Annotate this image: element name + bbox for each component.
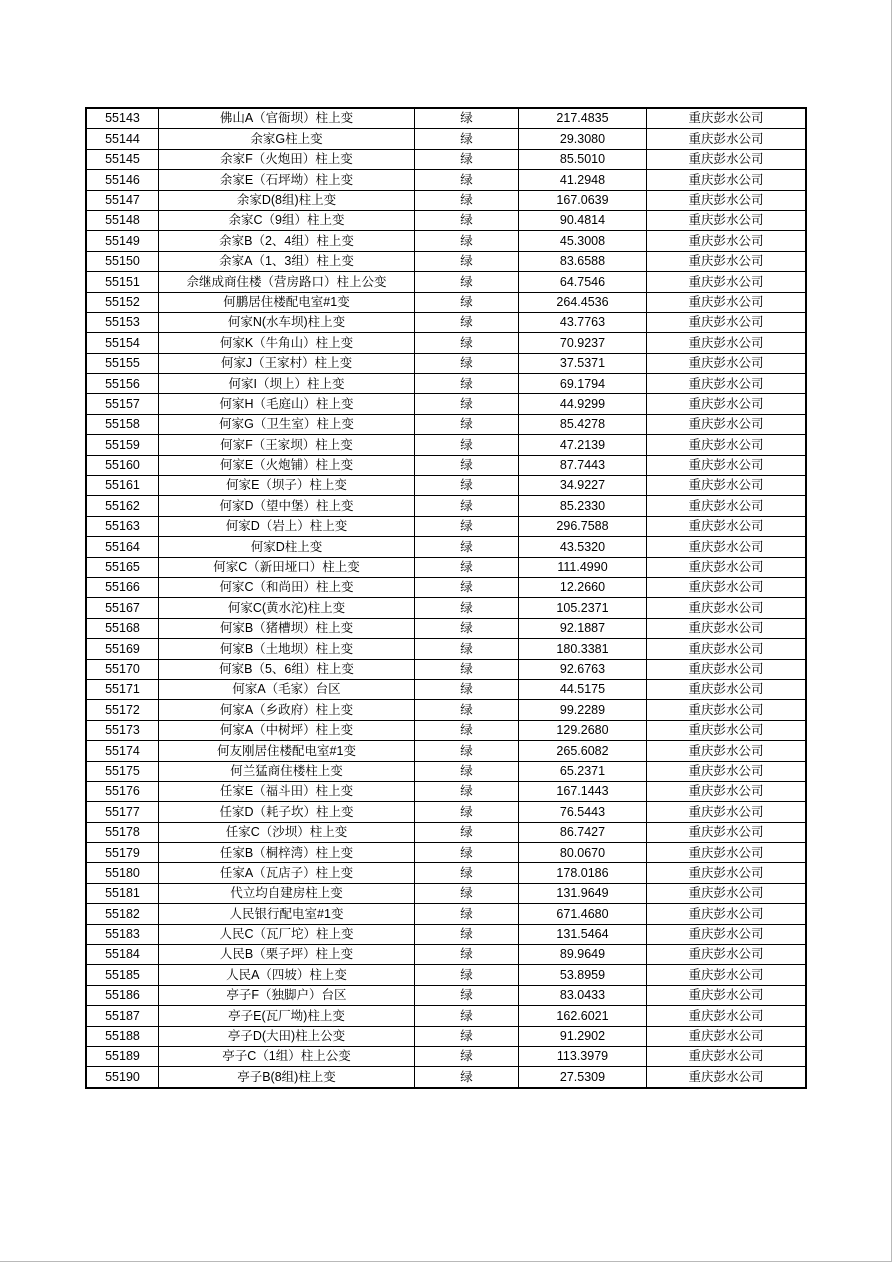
cell-status: 绿 <box>415 394 519 414</box>
table-row <box>86 965 806 985</box>
cell-id: 55151 <box>86 272 159 292</box>
cell-id: 55173 <box>86 720 159 740</box>
cell-name: 亭子E(瓦厂坳)柱上变 <box>159 1006 415 1026</box>
cell-name: 任家C（沙坝）柱上变 <box>159 822 415 842</box>
table-row <box>86 292 806 312</box>
cell-company: 重庆彭水公司 <box>647 394 807 414</box>
table-row <box>86 435 806 455</box>
table-row <box>86 618 806 638</box>
cell-name: 何家J（王家村）柱上变 <box>159 353 415 373</box>
cell-value: 44.9299 <box>519 394 647 414</box>
table-row <box>86 945 806 965</box>
cell-value: 44.5175 <box>519 679 647 699</box>
table-row <box>86 251 806 271</box>
cell-id: 55172 <box>86 700 159 720</box>
cell-id: 55184 <box>86 945 159 965</box>
cell-company: 重庆彭水公司 <box>647 1067 807 1088</box>
cell-status: 绿 <box>415 516 519 536</box>
cell-company: 重庆彭水公司 <box>647 129 807 149</box>
cell-name: 余家C（9组）柱上变 <box>159 210 415 230</box>
cell-value: 85.4278 <box>519 414 647 434</box>
table-row <box>86 761 806 781</box>
cell-id: 55152 <box>86 292 159 312</box>
cell-status: 绿 <box>415 353 519 373</box>
table-row <box>86 537 806 557</box>
cell-id: 55167 <box>86 598 159 618</box>
cell-status: 绿 <box>415 639 519 659</box>
cell-company: 重庆彭水公司 <box>647 516 807 536</box>
cell-id: 55146 <box>86 170 159 190</box>
cell-id: 55158 <box>86 414 159 434</box>
cell-company: 重庆彭水公司 <box>647 679 807 699</box>
cell-value: 27.5309 <box>519 1067 647 1088</box>
cell-value: 37.5371 <box>519 353 647 373</box>
cell-name: 亭子C（1组）柱上公变 <box>159 1046 415 1066</box>
cell-company: 重庆彭水公司 <box>647 924 807 944</box>
cell-id: 55178 <box>86 822 159 842</box>
cell-value: 167.1443 <box>519 781 647 801</box>
cell-id: 55190 <box>86 1067 159 1088</box>
cell-value: 65.2371 <box>519 761 647 781</box>
cell-value: 69.1794 <box>519 374 647 394</box>
cell-value: 91.2902 <box>519 1026 647 1046</box>
cell-company: 重庆彭水公司 <box>647 190 807 210</box>
cell-name: 余家B（2、4组）柱上变 <box>159 231 415 251</box>
cell-company: 重庆彭水公司 <box>647 537 807 557</box>
cell-name: 何鹏居住楼配电室#1变 <box>159 292 415 312</box>
cell-name: 亭子B(8组)柱上变 <box>159 1067 415 1088</box>
table-row <box>86 598 806 618</box>
cell-status: 绿 <box>415 374 519 394</box>
cell-id: 55171 <box>86 679 159 699</box>
cell-status: 绿 <box>415 190 519 210</box>
cell-company: 重庆彭水公司 <box>647 312 807 332</box>
cell-name: 何家G（卫生室）柱上变 <box>159 414 415 434</box>
cell-id: 55144 <box>86 129 159 149</box>
cell-status: 绿 <box>415 577 519 597</box>
cell-id: 55180 <box>86 863 159 883</box>
cell-status: 绿 <box>415 700 519 720</box>
table-row <box>86 496 806 516</box>
cell-id: 55150 <box>86 251 159 271</box>
cell-value: 92.6763 <box>519 659 647 679</box>
cell-company: 重庆彭水公司 <box>647 210 807 230</box>
cell-id: 55170 <box>86 659 159 679</box>
cell-company: 重庆彭水公司 <box>647 781 807 801</box>
cell-company: 重庆彭水公司 <box>647 761 807 781</box>
cell-status: 绿 <box>415 129 519 149</box>
cell-value: 12.2660 <box>519 577 647 597</box>
cell-name: 佘继成商住楼（营房路口）柱上公变 <box>159 272 415 292</box>
table-row <box>86 210 806 230</box>
cell-company: 重庆彭水公司 <box>647 883 807 903</box>
cell-status: 绿 <box>415 333 519 353</box>
cell-company: 重庆彭水公司 <box>647 700 807 720</box>
cell-company: 重庆彭水公司 <box>647 863 807 883</box>
table-row <box>86 414 806 434</box>
cell-id: 55179 <box>86 843 159 863</box>
cell-id: 55155 <box>86 353 159 373</box>
cell-company: 重庆彭水公司 <box>647 455 807 475</box>
cell-status: 绿 <box>415 557 519 577</box>
table-row <box>86 843 806 863</box>
table-row <box>86 822 806 842</box>
table-row <box>86 639 806 659</box>
cell-status: 绿 <box>415 149 519 169</box>
cell-status: 绿 <box>415 924 519 944</box>
cell-id: 55176 <box>86 781 159 801</box>
cell-name: 何家E（火炮铺）柱上变 <box>159 455 415 475</box>
table-row <box>86 883 806 903</box>
cell-status: 绿 <box>415 802 519 822</box>
cell-status: 绿 <box>415 1067 519 1088</box>
cell-id: 55153 <box>86 312 159 332</box>
cell-status: 绿 <box>415 455 519 475</box>
cell-company: 重庆彭水公司 <box>647 1026 807 1046</box>
cell-company: 重庆彭水公司 <box>647 945 807 965</box>
cell-name: 何家F（王家坝）柱上变 <box>159 435 415 455</box>
cell-name: 任家E（福斗田）柱上变 <box>159 781 415 801</box>
table-row <box>86 1067 806 1088</box>
cell-status: 绿 <box>415 679 519 699</box>
cell-id: 55164 <box>86 537 159 557</box>
cell-id: 55175 <box>86 761 159 781</box>
cell-company: 重庆彭水公司 <box>647 476 807 496</box>
cell-id: 55188 <box>86 1026 159 1046</box>
cell-company: 重庆彭水公司 <box>647 251 807 271</box>
cell-status: 绿 <box>415 272 519 292</box>
cell-value: 43.5320 <box>519 537 647 557</box>
cell-name: 何家C(黄水沱)柱上变 <box>159 598 415 618</box>
cell-status: 绿 <box>415 904 519 924</box>
cell-value: 671.4680 <box>519 904 647 924</box>
cell-status: 绿 <box>415 170 519 190</box>
cell-id: 55156 <box>86 374 159 394</box>
cell-name: 余家D(8组)柱上变 <box>159 190 415 210</box>
cell-company: 重庆彭水公司 <box>647 639 807 659</box>
cell-id: 55182 <box>86 904 159 924</box>
cell-value: 131.9649 <box>519 883 647 903</box>
cell-company: 重庆彭水公司 <box>647 231 807 251</box>
cell-name: 何家D（望中堡）柱上变 <box>159 496 415 516</box>
cell-name: 何家N(水车坝)柱上变 <box>159 312 415 332</box>
table-row <box>86 985 806 1005</box>
cell-company: 重庆彭水公司 <box>647 802 807 822</box>
table-row <box>86 679 806 699</box>
cell-status: 绿 <box>415 598 519 618</box>
table-row <box>86 904 806 924</box>
cell-company: 重庆彭水公司 <box>647 904 807 924</box>
cell-id: 55149 <box>86 231 159 251</box>
cell-name: 何家B（土地坝）柱上变 <box>159 639 415 659</box>
cell-value: 64.7546 <box>519 272 647 292</box>
cell-name: 亭子F（独脚户）台区 <box>159 985 415 1005</box>
cell-company: 重庆彭水公司 <box>647 720 807 740</box>
cell-value: 265.6082 <box>519 741 647 761</box>
cell-name: 何家I（坝上）柱上变 <box>159 374 415 394</box>
cell-value: 87.7443 <box>519 455 647 475</box>
table-row <box>86 863 806 883</box>
cell-company: 重庆彭水公司 <box>647 843 807 863</box>
cell-value: 80.0670 <box>519 843 647 863</box>
cell-value: 129.2680 <box>519 720 647 740</box>
table-row <box>86 577 806 597</box>
table-row <box>86 516 806 536</box>
cell-value: 76.5443 <box>519 802 647 822</box>
cell-id: 55186 <box>86 985 159 1005</box>
cell-id: 55154 <box>86 333 159 353</box>
table-row <box>86 455 806 475</box>
cell-value: 264.4536 <box>519 292 647 312</box>
cell-value: 162.6021 <box>519 1006 647 1026</box>
cell-status: 绿 <box>415 843 519 863</box>
cell-company: 重庆彭水公司 <box>647 985 807 1005</box>
cell-status: 绿 <box>415 476 519 496</box>
cell-company: 重庆彭水公司 <box>647 353 807 373</box>
table-row <box>86 231 806 251</box>
cell-id: 55168 <box>86 618 159 638</box>
cell-value: 180.3381 <box>519 639 647 659</box>
cell-name: 何家C（新田垭口）柱上变 <box>159 557 415 577</box>
cell-company: 重庆彭水公司 <box>647 1046 807 1066</box>
table-row <box>86 476 806 496</box>
table-row <box>86 333 806 353</box>
table-row <box>86 1006 806 1026</box>
cell-id: 55185 <box>86 965 159 985</box>
table-row <box>86 190 806 210</box>
cell-id: 55174 <box>86 741 159 761</box>
cell-name: 余家G柱上变 <box>159 129 415 149</box>
table-row <box>86 700 806 720</box>
cell-status: 绿 <box>415 659 519 679</box>
cell-status: 绿 <box>415 822 519 842</box>
cell-name: 人民C（瓦厂坨）柱上变 <box>159 924 415 944</box>
cell-status: 绿 <box>415 1046 519 1066</box>
cell-value: 83.6588 <box>519 251 647 271</box>
cell-value: 85.5010 <box>519 149 647 169</box>
table-row <box>86 557 806 577</box>
table-row <box>86 924 806 944</box>
cell-id: 55162 <box>86 496 159 516</box>
table-body <box>86 108 806 1088</box>
cell-company: 重庆彭水公司 <box>647 822 807 842</box>
cell-status: 绿 <box>415 781 519 801</box>
cell-name: 何家E（坝子）柱上变 <box>159 476 415 496</box>
cell-status: 绿 <box>415 312 519 332</box>
cell-id: 55183 <box>86 924 159 944</box>
cell-company: 重庆彭水公司 <box>647 333 807 353</box>
cell-name: 何家A（毛家）台区 <box>159 679 415 699</box>
table-row <box>86 781 806 801</box>
cell-id: 55187 <box>86 1006 159 1026</box>
cell-company: 重庆彭水公司 <box>647 1006 807 1026</box>
cell-company: 重庆彭水公司 <box>647 272 807 292</box>
table-row <box>86 1046 806 1066</box>
cell-status: 绿 <box>415 720 519 740</box>
table-row <box>86 312 806 332</box>
cell-id: 55160 <box>86 455 159 475</box>
cell-status: 绿 <box>415 883 519 903</box>
cell-value: 90.4814 <box>519 210 647 230</box>
cell-status: 绿 <box>415 210 519 230</box>
cell-value: 43.7763 <box>519 312 647 332</box>
table-row <box>86 374 806 394</box>
cell-name: 何家A（中树坪）柱上变 <box>159 720 415 740</box>
table-row <box>86 394 806 414</box>
cell-name: 人民B（栗子坪）柱上变 <box>159 945 415 965</box>
cell-name: 余家A（1、3组）柱上变 <box>159 251 415 271</box>
cell-status: 绿 <box>415 741 519 761</box>
table-row <box>86 272 806 292</box>
cell-name: 何家B（猪槽坝）柱上变 <box>159 618 415 638</box>
cell-value: 45.3008 <box>519 231 647 251</box>
cell-status: 绿 <box>415 1006 519 1026</box>
cell-status: 绿 <box>415 618 519 638</box>
cell-name: 何友刚居住楼配电室#1变 <box>159 741 415 761</box>
cell-status: 绿 <box>415 945 519 965</box>
cell-value: 86.7427 <box>519 822 647 842</box>
cell-status: 绿 <box>415 496 519 516</box>
cell-id: 55159 <box>86 435 159 455</box>
cell-name: 何家C（和尚田）柱上变 <box>159 577 415 597</box>
cell-id: 55145 <box>86 149 159 169</box>
table-row <box>86 129 806 149</box>
document-sheet <box>85 107 807 1089</box>
cell-name: 人民A（四坡）柱上变 <box>159 965 415 985</box>
cell-status: 绿 <box>415 414 519 434</box>
table-row <box>86 741 806 761</box>
cell-status: 绿 <box>415 985 519 1005</box>
cell-company: 重庆彭水公司 <box>647 149 807 169</box>
cell-value: 85.2330 <box>519 496 647 516</box>
cell-value: 217.4835 <box>519 108 647 129</box>
cell-name: 人民银行配电室#1变 <box>159 904 415 924</box>
cell-company: 重庆彭水公司 <box>647 374 807 394</box>
cell-name: 余家F（火炮田）柱上变 <box>159 149 415 169</box>
cell-name: 任家A（瓦店子）柱上变 <box>159 863 415 883</box>
cell-id: 55166 <box>86 577 159 597</box>
cell-value: 34.9227 <box>519 476 647 496</box>
transformer-table <box>85 107 807 1089</box>
cell-value: 83.0433 <box>519 985 647 1005</box>
table-row <box>86 149 806 169</box>
cell-company: 重庆彭水公司 <box>647 965 807 985</box>
cell-value: 70.9237 <box>519 333 647 353</box>
cell-company: 重庆彭水公司 <box>647 292 807 312</box>
cell-company: 重庆彭水公司 <box>647 577 807 597</box>
cell-company: 重庆彭水公司 <box>647 741 807 761</box>
cell-id: 55157 <box>86 394 159 414</box>
cell-value: 99.2289 <box>519 700 647 720</box>
cell-name: 任家B（桐梓湾）柱上变 <box>159 843 415 863</box>
table-row <box>86 720 806 740</box>
cell-value: 41.2948 <box>519 170 647 190</box>
cell-status: 绿 <box>415 292 519 312</box>
cell-id: 55143 <box>86 108 159 129</box>
cell-id: 55161 <box>86 476 159 496</box>
cell-company: 重庆彭水公司 <box>647 618 807 638</box>
cell-value: 29.3080 <box>519 129 647 149</box>
cell-value: 296.7588 <box>519 516 647 536</box>
cell-value: 105.2371 <box>519 598 647 618</box>
cell-name: 何家D（岩上）柱上变 <box>159 516 415 536</box>
table-row <box>86 108 806 129</box>
table-row <box>86 170 806 190</box>
cell-status: 绿 <box>415 1026 519 1046</box>
table-row <box>86 802 806 822</box>
cell-value: 53.8959 <box>519 965 647 985</box>
cell-value: 92.1887 <box>519 618 647 638</box>
cell-name: 何家D柱上变 <box>159 537 415 557</box>
cell-name: 何兰猛商住楼柱上变 <box>159 761 415 781</box>
cell-name: 佛山A（官衙坝）柱上变 <box>159 108 415 129</box>
cell-company: 重庆彭水公司 <box>647 170 807 190</box>
cell-value: 111.4990 <box>519 557 647 577</box>
cell-id: 55148 <box>86 210 159 230</box>
cell-status: 绿 <box>415 863 519 883</box>
cell-id: 55163 <box>86 516 159 536</box>
cell-id: 55181 <box>86 883 159 903</box>
cell-name: 何家A（乡政府）柱上变 <box>159 700 415 720</box>
cell-id: 55165 <box>86 557 159 577</box>
cell-name: 何家H（毛庭山）柱上变 <box>159 394 415 414</box>
table-row <box>86 1026 806 1046</box>
cell-value: 131.5464 <box>519 924 647 944</box>
cell-id: 55169 <box>86 639 159 659</box>
cell-name: 任家D（耗子坎）柱上变 <box>159 802 415 822</box>
cell-status: 绿 <box>415 537 519 557</box>
cell-status: 绿 <box>415 251 519 271</box>
cell-value: 178.0186 <box>519 863 647 883</box>
cell-name: 何家B（5、6组）柱上变 <box>159 659 415 679</box>
cell-company: 重庆彭水公司 <box>647 435 807 455</box>
cell-status: 绿 <box>415 761 519 781</box>
cell-status: 绿 <box>415 965 519 985</box>
cell-value: 47.2139 <box>519 435 647 455</box>
cell-company: 重庆彭水公司 <box>647 659 807 679</box>
cell-status: 绿 <box>415 435 519 455</box>
cell-status: 绿 <box>415 108 519 129</box>
cell-status: 绿 <box>415 231 519 251</box>
cell-name: 何家K（牛角山）柱上变 <box>159 333 415 353</box>
cell-company: 重庆彭水公司 <box>647 414 807 434</box>
cell-id: 55177 <box>86 802 159 822</box>
cell-value: 113.3979 <box>519 1046 647 1066</box>
cell-company: 重庆彭水公司 <box>647 108 807 129</box>
cell-id: 55189 <box>86 1046 159 1066</box>
cell-id: 55147 <box>86 190 159 210</box>
cell-name: 代立均自建房柱上变 <box>159 883 415 903</box>
cell-name: 亭子D(大田)柱上公变 <box>159 1026 415 1046</box>
cell-name: 余家E（石坪坳）柱上变 <box>159 170 415 190</box>
cell-company: 重庆彭水公司 <box>647 496 807 516</box>
cell-value: 89.9649 <box>519 945 647 965</box>
cell-value: 167.0639 <box>519 190 647 210</box>
table-row <box>86 659 806 679</box>
table-row <box>86 353 806 373</box>
cell-company: 重庆彭水公司 <box>647 598 807 618</box>
cell-company: 重庆彭水公司 <box>647 557 807 577</box>
